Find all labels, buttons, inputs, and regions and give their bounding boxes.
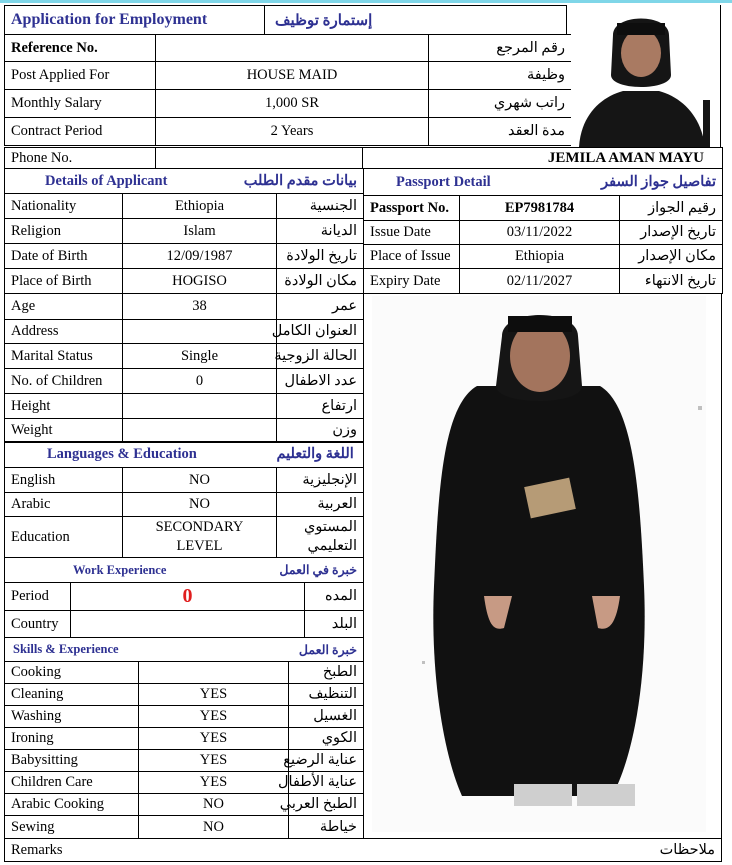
label-pob-ar: مكان الولادة: [277, 269, 364, 294]
label-issue-date-ar: تاريخ الإصدار: [620, 221, 723, 245]
row-babysitting: [5, 750, 364, 772]
label-passport-no-en: Passport No.: [364, 196, 460, 221]
value-religion: Islam: [123, 219, 277, 244]
value-marital: Single: [123, 344, 277, 369]
value-weight: [123, 419, 277, 443]
row-post: [5, 62, 572, 90]
label-height-en: Height: [5, 394, 123, 419]
work-experience-table: [4, 557, 364, 638]
top-accent-line: [0, 0, 732, 3]
label-english-en: English: [5, 468, 123, 493]
value-babysitting: YES: [139, 750, 289, 772]
label-cleaning-ar: التنظيف: [289, 684, 364, 706]
section-work-title-ar: خبرة في العمل: [305, 558, 364, 583]
row-education: [5, 517, 364, 558]
label-dob-en: Date of Birth: [5, 244, 123, 269]
row-washing: [5, 706, 364, 728]
section-work-title-en: Work Experience: [5, 558, 305, 583]
top-info-table: [4, 34, 572, 146]
value-salary: 1,000 SR: [156, 90, 429, 118]
label-age-en: Age: [5, 294, 123, 320]
skills-table: [4, 637, 364, 839]
section-passport-title-en: Passport Detail: [364, 169, 620, 196]
label-reference-ar: رقم المرجع: [429, 35, 572, 62]
label-washing-en: Washing: [5, 706, 139, 728]
row-salary: [5, 90, 572, 118]
value-cleaning: YES: [139, 684, 289, 706]
value-place-issue: Ethiopia: [460, 245, 620, 269]
value-issue-date: 03/11/2022: [460, 221, 620, 245]
label-cooking-ar: الطبخ: [289, 662, 364, 684]
label-marital-en: Marital Status: [5, 344, 123, 369]
label-expiry-ar: تاريخ الانتهاء: [620, 269, 723, 294]
label-post-en: Post Applied For: [5, 62, 156, 90]
row-age: [5, 294, 364, 320]
value-english: NO: [123, 468, 277, 493]
value-washing: YES: [139, 706, 289, 728]
label-passport-no-ar: رقيم الجواز: [620, 196, 723, 221]
value-arabic: NO: [123, 493, 277, 517]
remarks-row: [4, 838, 722, 862]
row-period: [5, 583, 364, 611]
row-children-care: [5, 772, 364, 794]
label-address-en: Address: [5, 320, 123, 344]
label-issue-date-en: Issue Date: [364, 221, 460, 245]
row-nationality: [5, 194, 364, 219]
applicant-name: JEMILA AMAN MAYU: [363, 148, 723, 169]
applicant-details-header: [5, 169, 364, 194]
value-post: HOUSE MAID: [156, 62, 429, 90]
row-address: [5, 320, 364, 344]
section-skills-title-ar: خبرة العمل: [289, 638, 364, 662]
value-expiry: 02/11/2027: [460, 269, 620, 294]
row-issue-date: [364, 221, 723, 245]
passport-details-table: [363, 168, 723, 294]
label-country-ar: البلد: [305, 611, 364, 638]
label-post-ar: وظيفة: [429, 62, 572, 90]
value-education-line2: LEVEL: [176, 538, 223, 554]
value-cooking: [139, 662, 289, 684]
value-address: [123, 320, 277, 344]
applicant-headshot-photo: [571, 5, 710, 147]
label-country-en: Country: [5, 611, 71, 638]
label-phone: Phone No.: [5, 148, 156, 169]
section-languages-title-ar: اللغة والتعليم: [277, 442, 364, 468]
row-place-issue: [364, 245, 723, 269]
label-religion-en: Religion: [5, 219, 123, 244]
row-arabic: [5, 493, 364, 517]
label-weight-en: Weight: [5, 419, 123, 443]
label-marital-ar: الحالة الزوجية: [277, 344, 364, 369]
label-contract-en: Contract Period: [5, 118, 156, 146]
value-pob: HOGISO: [123, 269, 277, 294]
label-sewing-en: Sewing: [5, 816, 139, 839]
section-skills-title-en: Skills & Experience: [5, 638, 289, 662]
value-arabic-cooking: NO: [139, 794, 289, 816]
row-children: [5, 369, 364, 394]
label-place-issue-ar: مكان الإصدار: [620, 245, 723, 269]
languages-table: [4, 441, 364, 558]
label-expiry-en: Expiry Date: [364, 269, 460, 294]
work-header: [5, 558, 364, 583]
label-education-ar: [277, 517, 364, 558]
value-children: 0: [123, 369, 277, 394]
value-phone: [156, 148, 363, 169]
row-cleaning: [5, 684, 364, 706]
value-reference: [156, 35, 429, 62]
title-row: [4, 5, 567, 35]
languages-header: [5, 442, 364, 468]
form-title-en: Application for Employment: [5, 6, 265, 35]
label-english-ar: الإنجليزية: [277, 468, 364, 493]
label-babysitting-ar: عناية الرضيع: [289, 750, 364, 772]
label-reference-en: Reference No.: [5, 35, 156, 62]
label-ironing-en: Ironing: [5, 728, 139, 750]
label-sewing-ar: خياطة: [289, 816, 364, 839]
row-sewing: [5, 816, 364, 839]
row-cooking: [5, 662, 364, 684]
label-children-ar: عدد الاطفال: [277, 369, 364, 394]
applicant-details-table: [4, 168, 364, 443]
label-education-ar-line2: التعليمي: [307, 538, 357, 554]
photo-frame-line: [720, 5, 721, 147]
label-pob-en: Place of Birth: [5, 269, 123, 294]
label-children-care-ar: عناية الأطفال: [289, 772, 364, 794]
row-weight: [5, 419, 364, 443]
section-applicant-title-ar: بيانات مقدم الطلب: [277, 169, 364, 194]
label-contract-ar: مدة العقد: [429, 118, 572, 146]
value-education-line1: SECONDARY: [155, 519, 244, 535]
row-ironing: [5, 728, 364, 750]
label-ironing-ar: الكوي: [289, 728, 364, 750]
value-ironing: YES: [139, 728, 289, 750]
value-children-care: YES: [139, 772, 289, 794]
label-arabic-ar: العربية: [277, 493, 364, 517]
label-nationality-ar: الجنسية: [277, 194, 364, 219]
label-period-ar: المده: [305, 583, 364, 611]
label-children-care-en: Children Care: [5, 772, 139, 794]
label-age-ar: عمر: [277, 294, 364, 320]
applicant-full-body-photo: [372, 296, 706, 832]
label-washing-ar: الغسيل: [289, 706, 364, 728]
label-remarks-ar: ملاحظات: [305, 839, 722, 862]
value-age: 38: [123, 294, 277, 320]
row-arabic-cooking: [5, 794, 364, 816]
section-languages-title-en: Languages & Education: [5, 442, 277, 468]
value-country: [71, 611, 305, 638]
label-salary-en: Monthly Salary: [5, 90, 156, 118]
label-arabic-cooking-en: Arabic Cooking: [5, 794, 139, 816]
row-marital: [5, 344, 364, 369]
row-dob: [5, 244, 364, 269]
value-passport-no: EP7981784: [460, 196, 620, 221]
label-cooking-en: Cooking: [5, 662, 139, 684]
row-height: [5, 394, 364, 419]
label-education-en: Education: [5, 517, 123, 558]
label-height-ar: ارتفاع: [277, 394, 364, 419]
row-contract: [5, 118, 572, 146]
row-pob: [5, 269, 364, 294]
section-passport-title-ar: تفاصيل جواز السفر: [620, 169, 723, 196]
label-cleaning-en: Cleaning: [5, 684, 139, 706]
label-arabic-cooking-ar: الطبخ العربي: [289, 794, 364, 816]
skills-header: [5, 638, 364, 662]
value-education: [123, 517, 277, 558]
label-arabic-en: Arabic: [5, 493, 123, 517]
label-salary-ar: راتب شهري: [429, 90, 572, 118]
row-english: [5, 468, 364, 493]
label-babysitting-en: Babysitting: [5, 750, 139, 772]
label-remarks-en: Remarks: [5, 839, 305, 862]
passport-header: [364, 169, 723, 196]
row-country: [5, 611, 364, 638]
row-religion: [5, 219, 364, 244]
value-sewing: NO: [139, 816, 289, 839]
row-reference: [5, 35, 572, 62]
label-nationality-en: Nationality: [5, 194, 123, 219]
label-children-en: No. of Children: [5, 369, 123, 394]
form-title-ar: إستمارة توظيف: [265, 6, 567, 35]
label-religion-ar: الديانة: [277, 219, 364, 244]
label-place-issue-en: Place of Issue: [364, 245, 460, 269]
label-period-en: Period: [5, 583, 71, 611]
label-address-ar: العنوان الكامل: [277, 320, 364, 344]
label-education-ar-line1: المستوي: [304, 519, 357, 535]
value-height: [123, 394, 277, 419]
value-period: 0: [71, 583, 305, 611]
value-contract: 2 Years: [156, 118, 429, 146]
row-expiry: [364, 269, 723, 294]
label-dob-ar: تاريخ الولادة: [277, 244, 364, 269]
value-dob: 12/09/1987: [123, 244, 277, 269]
phone-name-row: [4, 147, 723, 169]
section-applicant-title-en: Details of Applicant: [5, 169, 277, 194]
row-passport-no: [364, 196, 723, 221]
label-weight-ar: وزن: [277, 419, 364, 443]
value-nationality: Ethiopia: [123, 194, 277, 219]
